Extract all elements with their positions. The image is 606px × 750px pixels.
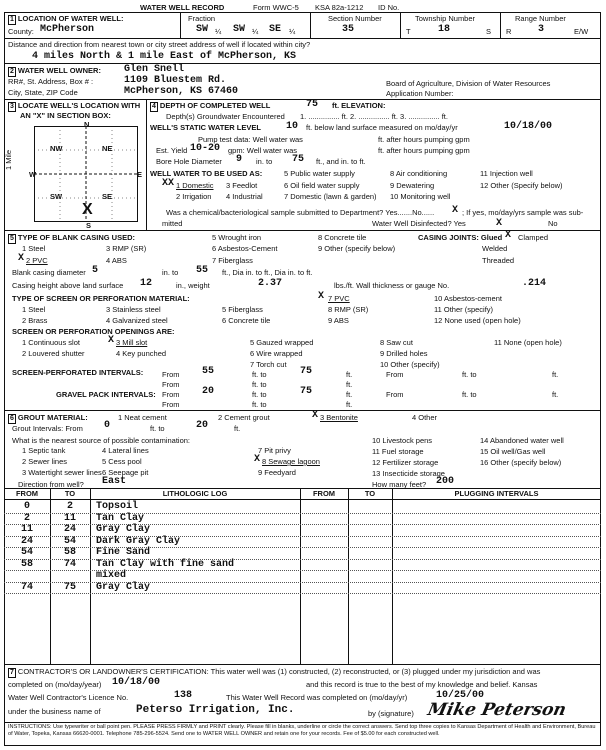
township-value: 18: [438, 24, 451, 35]
application-label: Application Number:: [386, 89, 454, 98]
contam-9: 9 Feedyard: [258, 468, 296, 477]
casing-1: 1 Steel: [22, 244, 46, 253]
gp-ft: ft.: [346, 390, 353, 399]
gp-to-value: 75: [300, 386, 313, 397]
casing-6: 6 Asbestos-Cement: [212, 244, 278, 253]
log-cell-desc: Gray Clay: [96, 524, 151, 535]
feet-value: 200: [436, 476, 455, 487]
elevation-label: ft. ELEVATION:: [332, 101, 386, 110]
screen-10: 10 Asbestos-cement: [434, 294, 502, 303]
weight-label: in., weight: [176, 281, 210, 290]
section-3-title: 3 LOCATE WELL'S LOCATION WITH: [10, 101, 141, 110]
contam-2: 2 Sewer lines: [22, 457, 68, 466]
pump-label: Pump test data: Well water was: [198, 135, 303, 144]
grout-3: 3 Bentonite: [320, 413, 358, 422]
owner-value: Glen Snell: [124, 64, 185, 75]
log-cell-to: 2: [66, 501, 73, 512]
grout-int-from: 0: [104, 420, 111, 431]
screen-4: 4 Galvanized steel: [106, 316, 168, 325]
depth-value: 75: [306, 99, 319, 110]
contam-label: What is the nearest source of possible contamination:: [12, 436, 191, 445]
contam-1: 1 Septic tank: [22, 446, 66, 455]
bore-value: 9: [236, 154, 243, 165]
west-label: W: [29, 170, 37, 179]
screen-1: 1 Steel: [22, 305, 46, 314]
sp-ft-to: ft. to: [252, 370, 267, 379]
opening-10: 10 Other (specify): [380, 360, 440, 369]
grout-1: 1 Neat cement: [118, 413, 167, 422]
sp-ft-to-2: ft. to: [462, 370, 477, 379]
signature: Mike Peterson: [425, 700, 568, 720]
opening-6: 6 Wire wrapped: [250, 349, 303, 358]
license-label: Water Well Contractor's Licence No.: [8, 693, 129, 702]
log-cell-to: 58: [63, 547, 76, 558]
id-label: ID No.: [378, 3, 400, 12]
distance-value: 4 miles North & 1 mile East of McPherson, KS: [32, 51, 297, 62]
static-label: WELL'S STATIC WATER LEVEL: [150, 123, 261, 132]
log-header-to: TO: [64, 489, 76, 498]
grout-int-ft: ft.: [234, 424, 241, 433]
signature-label: by (signature): [368, 709, 414, 718]
log-cell-from: 11: [20, 524, 33, 535]
direction-label: Direction from well?: [18, 480, 84, 489]
gp-from-value: 20: [202, 386, 215, 397]
use-8: 8 Air conditioning: [390, 169, 448, 178]
use-2: 2 Irrigation: [176, 192, 212, 201]
ksa-reference: KSA 82a-1212: [315, 3, 364, 12]
contam-5: 5 Cess pool: [102, 457, 142, 466]
opening-11: 11 None (open hole): [494, 338, 562, 347]
yield-rest-2: ft. after hours pumping gpm: [378, 146, 470, 155]
sample-rest: ; If yes, mo/day/yrs sample was sub-: [462, 208, 584, 217]
joints-label: CASING JOINTS: Glued: [418, 233, 503, 242]
casing-4: 4 ABS: [106, 256, 127, 265]
log-cell-to: 24: [63, 524, 76, 535]
screen-2: 2 Brass: [22, 316, 48, 325]
distance-label: Distance and direction from nearest town or city street address of well if located within city?: [8, 40, 311, 49]
fraction-label: Fraction: [188, 14, 216, 23]
use-5: 5 Public water supply: [284, 169, 355, 178]
log-row-divider: [4, 524, 601, 525]
contam-14: 14 Abandoned water well: [480, 436, 564, 445]
casing-3: 3 RMP (SR): [106, 244, 147, 253]
opening-4: 4 Key punched: [116, 349, 167, 358]
screen-11: 11 Other (specify): [434, 305, 494, 314]
direction-value: East: [102, 476, 127, 487]
casing-2: 2 PVC: [26, 256, 48, 265]
fraction-2: SW: [233, 24, 246, 35]
feet-label: How many feet?: [372, 480, 427, 489]
log-cell-from: 54: [20, 547, 33, 558]
license-rest: This Water Well Record was completed on (mo/day/yr): [226, 693, 408, 702]
sp-ft: ft.: [346, 370, 353, 379]
log-cell-desc: Dark Gray Clay: [96, 535, 181, 547]
clamped-label: Clamped: [518, 233, 549, 242]
contam-13: 13 Insecticide storage: [372, 469, 445, 478]
gauge-value: .214: [522, 278, 547, 289]
township-t: T: [406, 27, 411, 36]
section-6-title: 6 GROUT MATERIAL:: [10, 413, 88, 422]
section-5-title: 5 TYPE OF BLANK CASING USED:: [10, 233, 135, 242]
yield-value: 10-20: [190, 143, 221, 154]
grout-int-to: 20: [196, 420, 209, 431]
ne-label: NE: [102, 144, 113, 153]
gp-ft-to-2: ft. to: [462, 390, 477, 399]
sp-ft-row2: ft.: [346, 380, 353, 389]
pump-rest: ft. after hours pumping gpm: [378, 135, 470, 144]
height-label: Casing height above land surface: [12, 281, 124, 290]
contam-12: 12 Fertilizer storage: [372, 458, 439, 467]
section-3-subtitle: AN "X" IN SECTION BOX:: [20, 111, 111, 120]
use-1: 1 Domestic: [176, 181, 214, 190]
casing-9: 9 Other (specify below): [318, 244, 396, 253]
log-cell-to: 74: [63, 558, 76, 570]
range-r: R: [506, 27, 512, 36]
business-value: Peterso Irrigation, Inc.: [136, 704, 295, 716]
township-s: S: [486, 27, 492, 36]
grout-4: 4 Other: [412, 413, 438, 422]
log-cell-to: 75: [63, 581, 76, 593]
opening-3: 3 Mill slot: [116, 338, 148, 347]
county-label: County:: [8, 27, 34, 36]
submitted-label: mitted: [162, 219, 183, 228]
screen-12: 12 None used (open hole): [434, 316, 521, 325]
diameter-to-value: 55: [196, 265, 209, 276]
range-label: Range Number: [515, 14, 566, 23]
north-label: N: [84, 120, 90, 129]
quarter-3: ¼: [289, 27, 296, 36]
log-cell-desc: Topsoil: [96, 501, 139, 512]
log-row-divider: [4, 593, 601, 594]
weight-value: 2.37: [258, 278, 283, 289]
contam-3: 3 Watertight sewer lines: [22, 468, 102, 477]
use-9: 9 Dewatering: [390, 181, 435, 190]
board-label: Board of Agriculture, Division of Water Resources: [386, 79, 551, 88]
screen-intervals-label: SCREEN-PERFORATED INTERVALS:: [12, 368, 144, 377]
sp-ft-to-row2: ft. to: [252, 380, 267, 389]
township-label: Township Number: [415, 14, 476, 23]
form-title: WATER WELL RECORD: [140, 3, 225, 12]
pvc-mark: X: [18, 253, 25, 264]
use-4: 4 Industrial: [226, 192, 263, 201]
screen-3: 3 Stainless steel: [106, 305, 161, 314]
quarter-1: ¼: [215, 27, 222, 36]
depth-label: 4 DEPTH OF COMPLETED WELL: [152, 101, 271, 110]
city-label: City, State, ZIP Code: [8, 88, 78, 97]
form-number: Form WWC-5: [253, 3, 299, 12]
contam-10: 10 Livestock pens: [372, 436, 433, 445]
mile-label: 1 Mile: [4, 149, 13, 170]
city-value: McPherson, KS 67460: [124, 86, 239, 97]
log-header-lithologic: LITHOLOGIC LOG: [162, 489, 228, 498]
log-row-divider: [4, 536, 601, 537]
threaded-label: Threaded: [482, 256, 515, 265]
opening-mark: X: [108, 335, 115, 346]
opening-9: 9 Drilled holes: [380, 349, 428, 358]
gp-from-2: From: [386, 390, 404, 399]
log-cell-from: 24: [20, 535, 33, 547]
sp-from-row2: From: [162, 380, 180, 389]
opening-1: 1 Continuous slot: [22, 338, 80, 347]
casing-7: 7 Fiberglass: [212, 256, 253, 265]
grout-2: 2 Cement grout: [218, 413, 270, 422]
screen-mark: X: [318, 291, 325, 302]
sp-ft-2: ft.: [552, 370, 559, 379]
completed-rest: and this record is true to the best of my knowledge and belief. Kansas: [306, 680, 538, 689]
business-label: under the business name of: [8, 707, 101, 716]
screen-9: 9 ABS: [328, 316, 349, 325]
contam-mark: X: [254, 454, 261, 465]
diameter-value: 5: [92, 265, 99, 276]
use-label: WELL WATER TO BE USED AS:: [150, 169, 263, 178]
log-header-plugging: PLUGGING INTERVALS: [454, 489, 539, 498]
weight-rest: lbs./ft. Wall thickness or gauge No.: [334, 281, 450, 290]
use-3: 3 Feedlot: [226, 181, 258, 190]
log-cell-desc: mixed: [96, 570, 127, 581]
sp-from-2: From: [386, 370, 404, 379]
use-11: 11 Injection well: [480, 169, 533, 178]
opening-2: 2 Louvered shutter: [22, 349, 85, 358]
section-1-title: 1 LOCATION OF WATER WELL:: [10, 14, 124, 23]
grout-int-ft-to: ft. to: [150, 424, 165, 433]
contam-8: 8 Sewage lagoon: [262, 457, 320, 466]
screen-6: 6 Concrete tile: [222, 316, 271, 325]
log-header-from: FROM: [15, 489, 39, 498]
section-2-title: 2 WATER WELL OWNER:: [10, 66, 101, 75]
log-header-plug-from: FROM: [312, 489, 336, 498]
section-number-value: 35: [342, 24, 355, 35]
openings-label: SCREEN OR PERFORATION OPENINGS ARE:: [12, 327, 175, 336]
disinfected-label: Water Well Disinfected? Yes: [372, 219, 466, 228]
gp-ft-to: ft. to: [252, 390, 267, 399]
gp-from-label: From: [162, 390, 180, 399]
yield-label: Est. Yield: [156, 146, 188, 155]
log-header-plug-to: TO: [364, 489, 376, 498]
contam-15: 15 Oil well/Gas well: [480, 447, 546, 456]
contam-6: 6 Seepage pit: [102, 468, 149, 477]
static-value: 10: [286, 121, 299, 132]
log-cell-from: 74: [20, 581, 33, 593]
log-cell-from: 2: [23, 512, 30, 524]
completed-value: 10/18/00: [112, 677, 161, 688]
contam-7: 7 Pit privy: [258, 446, 291, 455]
log-row-divider: [4, 513, 601, 514]
log-cell-from: 0: [23, 501, 30, 512]
east-label: E: [137, 170, 143, 179]
bore-label: Bore Hole Diameter: [156, 157, 222, 166]
log-cell-desc: Fine Sand: [96, 547, 151, 558]
screen-7: 7 PVC: [328, 294, 350, 303]
static-rest: ft. below land surface measured on mo/day/yr: [306, 123, 458, 132]
fraction-1: SW: [196, 24, 209, 35]
bore-in-to: in. to: [256, 157, 273, 166]
gp-ft-row2: ft.: [346, 400, 353, 409]
contam-11: 11 Fuel storage: [372, 447, 424, 456]
log-row-divider: [4, 570, 601, 571]
range-ew: E/W: [574, 27, 589, 36]
sp-to-value: 75: [300, 366, 313, 377]
license-value: 138: [174, 690, 193, 701]
address-value: 1109 Bluestem Rd.: [124, 75, 227, 86]
gp-from-row2: From: [162, 400, 180, 409]
log-cell-from: 58: [20, 558, 33, 570]
location-x-mark: X: [82, 201, 93, 218]
sp-from-value: 55: [202, 366, 215, 377]
gp-ft-2: ft.: [552, 390, 559, 399]
height-value: 12: [140, 278, 153, 289]
log-row-divider: [4, 547, 601, 548]
range-value: 3: [538, 24, 545, 35]
opening-7: 7 Torch cut: [250, 360, 287, 369]
se-label: SE: [102, 192, 113, 201]
grout-int-label: Grout Intervals: From: [12, 424, 83, 433]
use-mark: XX: [162, 178, 175, 189]
bore-to-value: 75: [292, 154, 305, 165]
disinfected-mark: X: [496, 218, 503, 229]
section-number-label: Section Number: [328, 14, 382, 23]
south-label: S: [86, 221, 92, 230]
address-label: RR#, St. Address, Box # :: [8, 77, 94, 86]
instructions: INSTRUCTIONS: Use typewriter or ball point pen. PLEASE PRESS FIRMLY and PRINT clearly. Please fill in blanks, underline or circle the correct answers. Send top three copies to Kansas Department of Health and Environment, Bureau of Water, Topeka, Kansas 66620-0001. Telephone 785-296-5524. Send one to WATER WELL OWNER and retain one for your records. Fee of $5.00 for each constructed well.: [8, 724, 596, 737]
sp-from-label: From: [162, 370, 180, 379]
use-12: 12 Other (Specify below): [480, 181, 563, 190]
log-cell-to: 11: [63, 512, 76, 524]
diameter-in-to: in. to: [162, 268, 179, 277]
sw-label: SW: [50, 192, 63, 201]
certification-text: 7 CONTRACTOR'S OR LANDOWNER'S CERTIFICATION: This water well was (1) constructed, (2) reconstructed, or (3) plugged under my jurisdiction and was: [10, 667, 541, 676]
disinfected-no: No: [548, 219, 558, 228]
sample-question: Was a chemical/bacteriological sample submitted to Department? Yes.......No......: [166, 208, 435, 217]
grout-mark: X: [312, 410, 319, 421]
log-cell-to: 54: [63, 535, 76, 547]
casing-8: 8 Concrete tile: [318, 233, 367, 242]
opening-5: 5 Gauzed wrapped: [250, 338, 314, 347]
screen-8: 8 RMP (SR): [328, 305, 369, 314]
welded-label: Welded: [482, 244, 508, 253]
contam-16: 16 Other (specify below): [480, 458, 562, 467]
log-cell-desc: Tan Clay: [96, 512, 145, 524]
nw-label: NW: [50, 144, 63, 153]
screen-5: 5 Fiberglass: [222, 305, 263, 314]
record-date-value: 10/25/00: [436, 690, 485, 701]
use-6: 6 Oil field water supply: [284, 181, 360, 190]
gp-ft-to-row2: ft. to: [252, 400, 267, 409]
bore-rest: ft., and in. to ft.: [316, 157, 366, 166]
log-row-divider: [4, 559, 601, 560]
gravel-intervals-label: GRAVEL PACK INTERVALS:: [56, 390, 156, 399]
opening-8: 8 Saw cut: [380, 338, 413, 347]
diameter-rest: ft., Dia in. to ft., Dia in. to ft.: [222, 268, 313, 277]
diameter-label: Blank casing diameter: [12, 268, 86, 277]
log-cell-desc: Gray Clay: [96, 581, 151, 593]
fraction-3: SE: [269, 24, 282, 35]
joints-mark: X: [505, 230, 512, 241]
yield-rest: gpm: Well water was: [228, 146, 298, 155]
completed-label: completed on (mo/day/year): [8, 680, 102, 689]
contam-4: 4 Lateral lines: [102, 446, 149, 455]
static-date: 10/18/00: [504, 121, 553, 132]
log-row-divider: [4, 582, 601, 583]
groundwater-label: Depth(s) Groundwater Encountered: [166, 112, 285, 121]
quarter-2: ¼: [252, 27, 259, 36]
log-cell-desc: Tan Clay with fine sand: [96, 558, 235, 570]
screen-label: TYPE OF SCREEN OR PERFORATION MATERIAL:: [12, 294, 190, 303]
use-7: 7 Domestic (lawn & garden): [284, 192, 377, 201]
sample-mark: X: [452, 205, 459, 216]
use-10: 10 Monitoring well: [390, 192, 451, 201]
county-value: McPherson: [40, 24, 95, 35]
casing-5: 5 Wrought iron: [212, 233, 262, 242]
groundwater-values: 1. ............... ft. 2. ............... ft. 3. ............... ft.: [300, 112, 448, 121]
